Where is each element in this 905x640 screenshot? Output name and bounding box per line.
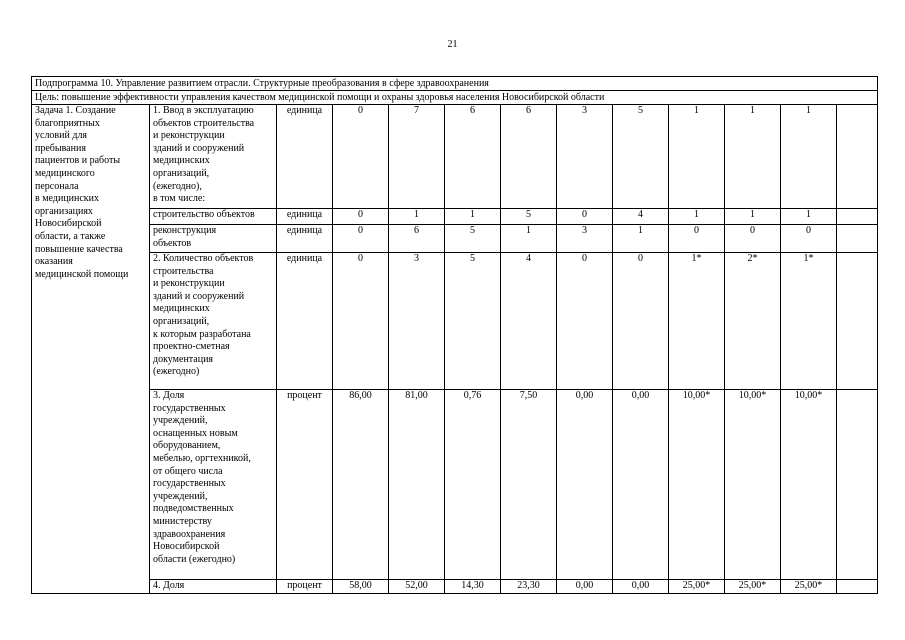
value-cell: 7 (389, 105, 445, 209)
task-cell: Задача 1. Создание благоприятных условий для пребывания пациентов и работы медицинского персонала в медицинских организациях Новосибирской области, а также повышение качества оказания медицинской помощи (32, 105, 150, 594)
value-cell: 5 (613, 105, 669, 209)
value-cell: 6 (445, 105, 501, 209)
value-cell: 86,00 (333, 390, 389, 580)
indicator-cell: 3. Доля государственных учреждений, оснащенных новым оборудованием, мебелью, оргтехникой, от общего числа государственных учреждений, подведомственных министерству здравоохранения Новосибирской области (ежегодно) (150, 390, 277, 580)
value-cell: 1 (613, 225, 669, 253)
value-cell: 3 (389, 253, 445, 390)
value-cell: 7,50 (501, 390, 557, 580)
value-cell: 1* (781, 253, 837, 390)
value-cell: 81,00 (389, 390, 445, 580)
indicator-table (31, 76, 878, 594)
indicator-cell: 4. Доля (150, 580, 277, 594)
value-cell: 4 (501, 253, 557, 390)
value-cell: 25,00* (781, 580, 837, 594)
value-cell (837, 253, 878, 390)
value-cell: 10,00* (781, 390, 837, 580)
value-cell: 1 (445, 209, 501, 225)
value-cell: 2* (725, 253, 781, 390)
value-cell: 4 (613, 209, 669, 225)
unit-cell: процент (277, 390, 333, 580)
value-cell: 0,00 (613, 580, 669, 594)
value-cell: 10,00* (725, 390, 781, 580)
value-cell: 14,30 (445, 580, 501, 594)
indicator-cell: 1. Ввод в эксплуатацию объектов строительства и реконструкции зданий и сооружений медицинских организаций, (ежегодно), в том числе: (150, 105, 277, 209)
value-cell: 0 (333, 253, 389, 390)
value-cell (837, 390, 878, 580)
value-cell (837, 580, 878, 594)
value-cell: 0 (613, 253, 669, 390)
value-cell: 1 (389, 209, 445, 225)
value-cell: 52,00 (389, 580, 445, 594)
value-cell: 0 (669, 225, 725, 253)
value-cell: 5 (445, 225, 501, 253)
value-cell (837, 225, 878, 253)
indicator-cell: 2. Количество объектов строительства и реконструкции зданий и сооружений медицинских организаций, к которым разработана проектно-сметная документация (ежегодно) (150, 253, 277, 390)
value-cell: 23,30 (501, 580, 557, 594)
indicator-cell: реконструкция объектов (150, 225, 277, 253)
value-cell: 0 (333, 225, 389, 253)
indicator-cell: строительство объектов (150, 209, 277, 225)
value-cell: 3 (557, 105, 613, 209)
value-cell: 0 (557, 253, 613, 390)
goal-row: Цель: повышение эффективности управления качеством медицинской помощи и охраны здоровья населения Новосибирской области (32, 91, 878, 105)
value-cell: 1 (725, 209, 781, 225)
value-cell: 1 (781, 209, 837, 225)
unit-cell: единица (277, 253, 333, 390)
page-number: 21 (447, 39, 458, 50)
value-cell: 6 (389, 225, 445, 253)
value-cell: 58,00 (333, 580, 389, 594)
value-cell: 0,00 (557, 390, 613, 580)
value-cell: 3 (557, 225, 613, 253)
value-cell: 25,00* (725, 580, 781, 594)
value-cell: 0 (557, 209, 613, 225)
value-cell: 25,00* (669, 580, 725, 594)
value-cell (837, 209, 878, 225)
value-cell: 1 (501, 225, 557, 253)
subprogram-title: Подпрограмма 10. Управление развитием отрасли. Структурные преобразования в сфере здравоохранения (32, 77, 878, 91)
value-cell: 1 (781, 105, 837, 209)
value-cell: 0,76 (445, 390, 501, 580)
value-cell: 0 (333, 105, 389, 209)
unit-cell: единица (277, 209, 333, 225)
value-cell: 10,00* (669, 390, 725, 580)
value-cell: 1 (669, 209, 725, 225)
value-cell: 6 (501, 105, 557, 209)
value-cell (837, 105, 878, 209)
value-cell: 0 (725, 225, 781, 253)
value-cell: 0,00 (557, 580, 613, 594)
unit-cell: процент (277, 580, 333, 594)
unit-cell: единица (277, 105, 333, 209)
value-cell: 1* (669, 253, 725, 390)
value-cell: 5 (501, 209, 557, 225)
value-cell: 5 (445, 253, 501, 390)
value-cell: 0,00 (613, 390, 669, 580)
value-cell: 0 (333, 209, 389, 225)
value-cell: 1 (669, 105, 725, 209)
value-cell: 0 (781, 225, 837, 253)
value-cell: 1 (725, 105, 781, 209)
unit-cell: единица (277, 225, 333, 253)
